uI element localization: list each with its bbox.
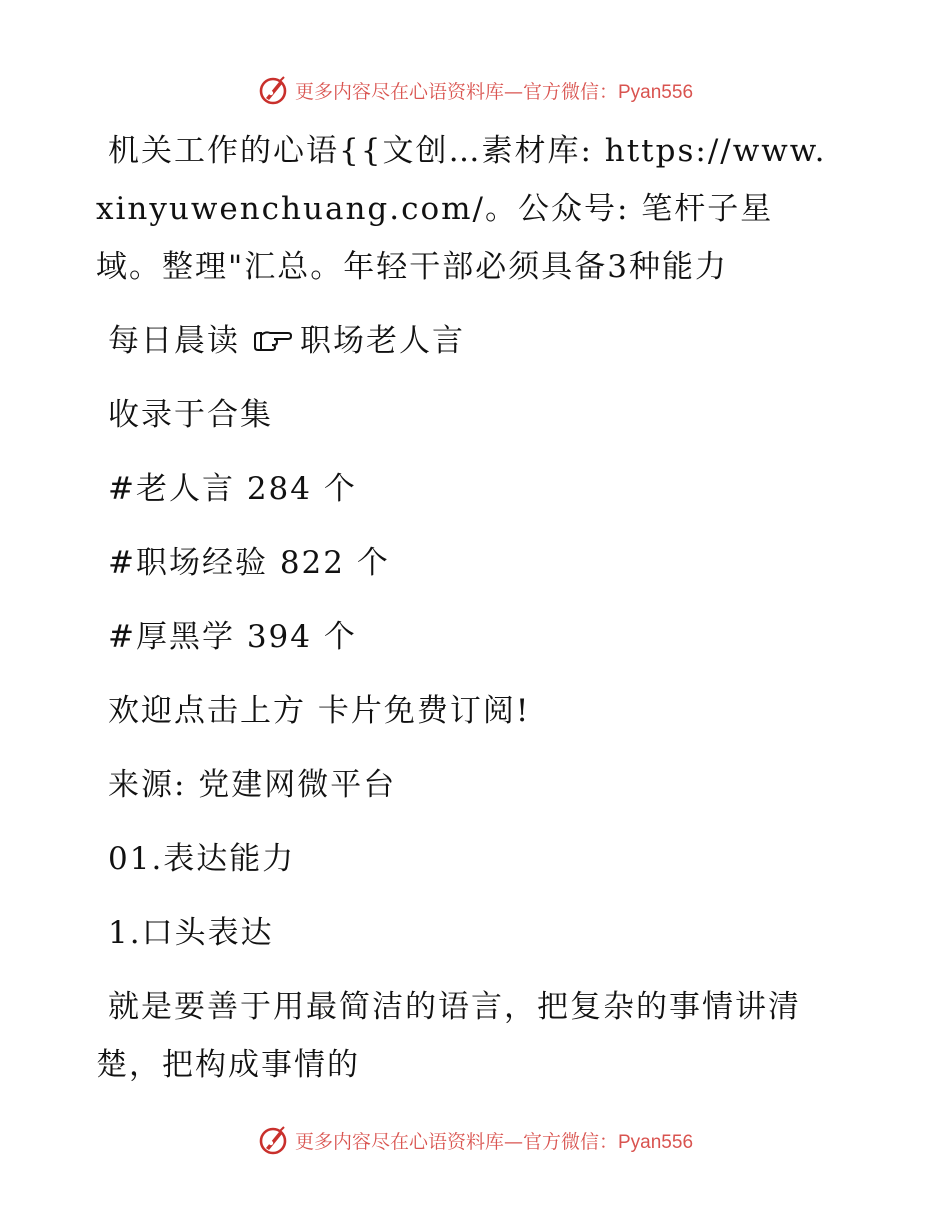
banner-text: 更多内容尽在心语资料库—官方微信：Pyan556	[294, 1130, 694, 1153]
source-line: 来源: 党建网微平台	[108, 767, 397, 803]
morning-read-title: 职场老人言	[300, 323, 465, 359]
header-banner	[0, 70, 950, 110]
collection-label: 收录于合集	[108, 397, 273, 433]
subsection-heading: 1.口头表达	[108, 915, 274, 951]
morning-read-line	[96, 312, 836, 370]
quill-seal-icon	[257, 74, 289, 106]
tag-workplace-experience[interactable]: #职场经验 822 个	[108, 545, 390, 581]
footer-banner	[0, 1120, 950, 1160]
tag-old-sayings[interactable]: #老人言 284 个	[108, 471, 357, 507]
subscribe-note: 欢迎点击上方 卡片免费订阅!	[108, 693, 531, 729]
tag-thick-black[interactable]: #厚黑学 394 个	[108, 619, 357, 655]
title-paragraph: 机关工作的心语{{文创…素材库: https://www.xinyuwenchuang.com/。公众号: 笔杆子星域。整理"汇总。年轻干部必须具备3种能力	[96, 133, 827, 285]
morning-read-label: 每日晨读	[108, 323, 240, 359]
banner-text: 更多内容尽在心语资料库—官方微信：Pyan556	[294, 80, 694, 103]
document-body	[96, 122, 836, 1110]
section-heading: 01.表达能力	[108, 841, 296, 877]
body-paragraph: 就是要善于用最简洁的语言，把复杂的事情讲清楚，把构成事情的	[96, 989, 801, 1083]
pointing-hand-icon	[252, 328, 292, 354]
quill-seal-icon	[257, 1124, 289, 1156]
